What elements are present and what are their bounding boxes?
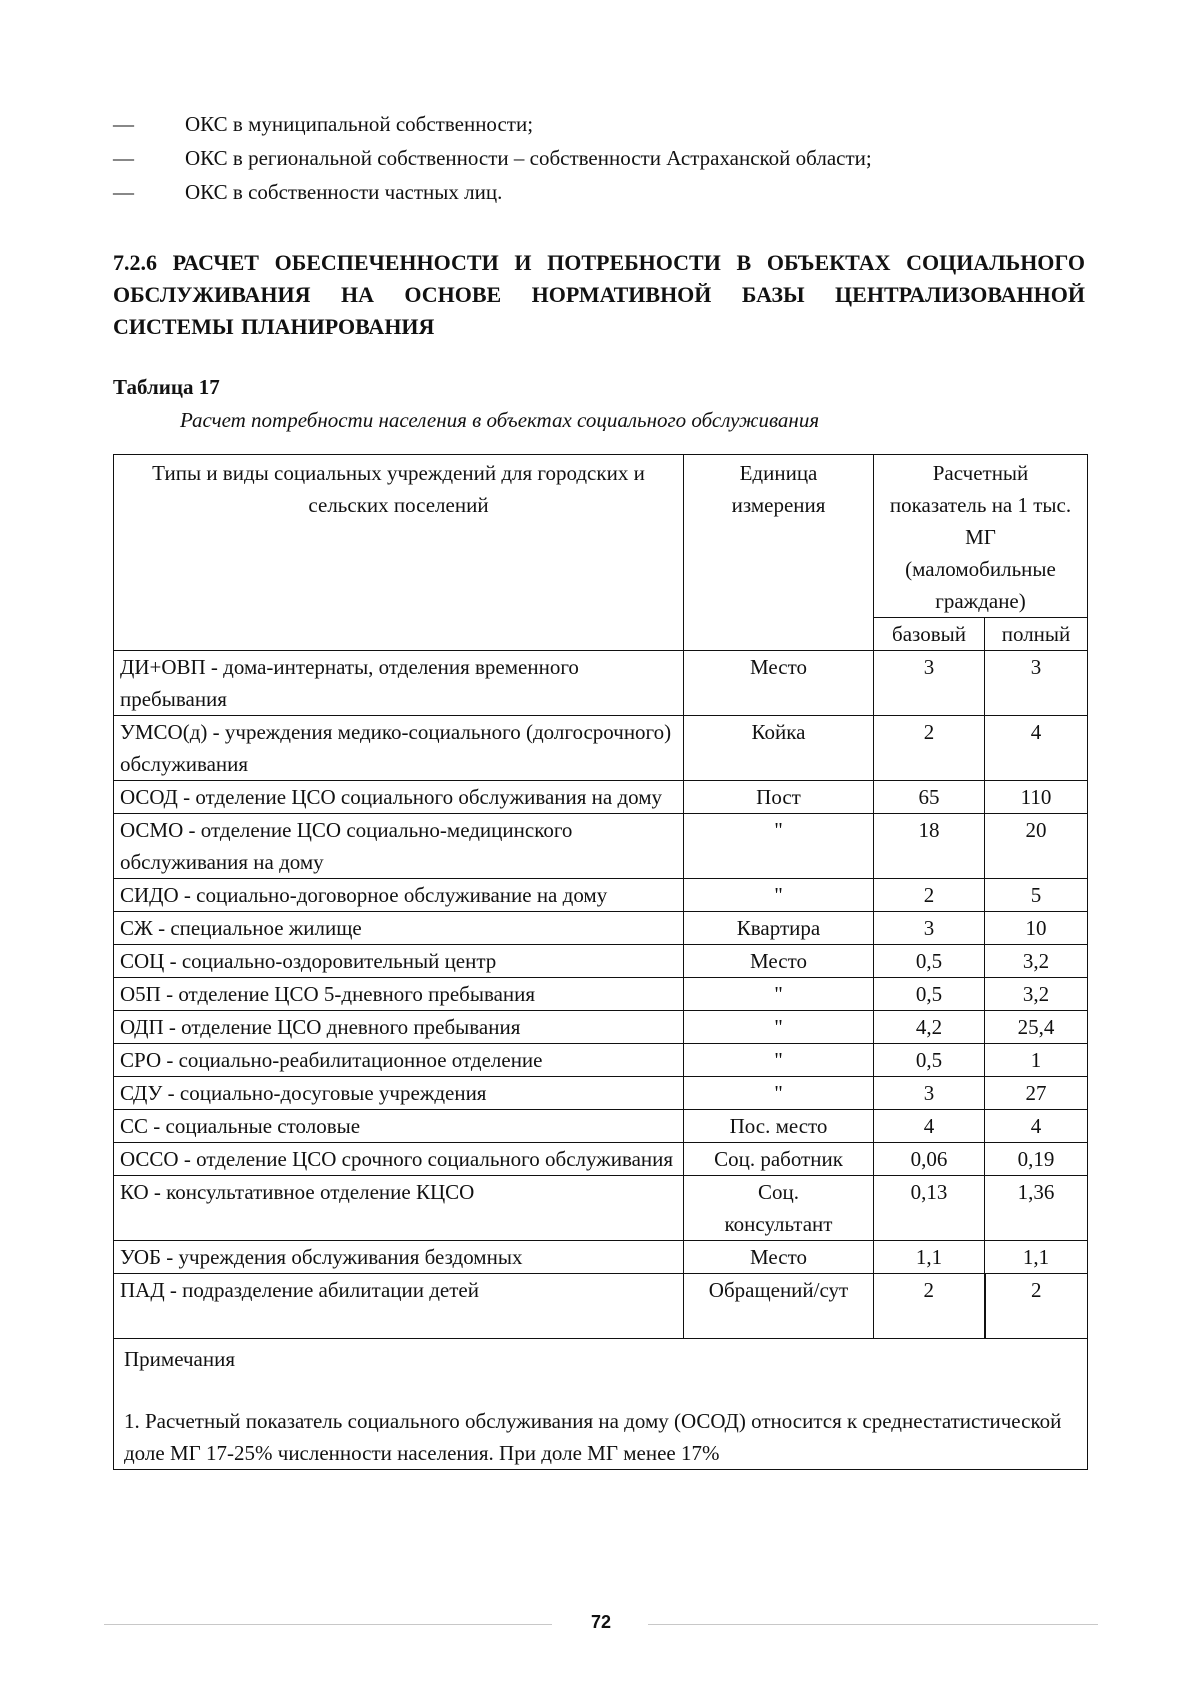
- row-basic-value: 4,2: [874, 1011, 985, 1044]
- row-basic-value: 3: [874, 1077, 985, 1110]
- row-name: О5П - отделение ЦСО 5-дневного пребывания: [114, 978, 684, 1011]
- notes-text: 1. Расчетный показатель социального обслуживания на дому (ОСОД) относится к среднестатистической доле МГ 17-25% численности населения. При доле МГ менее 17%: [124, 1409, 1062, 1465]
- table-row: [114, 716, 1088, 781]
- row-basic-value: 2: [874, 1274, 985, 1339]
- row-basic-value: 0,06: [874, 1143, 985, 1176]
- row-unit: Обращений/сут: [684, 1274, 874, 1339]
- row-unit: Место: [684, 945, 874, 978]
- bullet-text: ОКС в собственности частных лиц.: [185, 180, 503, 204]
- row-unit: ": [684, 1077, 874, 1110]
- row-unit: Соц. консультант: [684, 1176, 874, 1241]
- row-full-value: 27: [985, 1077, 1088, 1110]
- header-basic: базовый: [874, 618, 985, 651]
- row-basic-value: 2: [874, 879, 985, 912]
- row-name: ДИ+ОВП - дома-интернаты, отделения временного пребывания: [114, 651, 684, 716]
- row-unit: ": [684, 879, 874, 912]
- row-full-value: 1,36: [985, 1176, 1088, 1241]
- row-name: СЖ - специальное жилище: [114, 912, 684, 945]
- table-row: [114, 978, 1088, 1011]
- row-unit: ": [684, 814, 874, 879]
- row-basic-value: 0,5: [874, 978, 985, 1011]
- section-heading: 7.2.6 РАСЧЕТ ОБЕСПЕЧЕННОСТИ И ПОТРЕБНОСТИ В ОБЪЕКТАХ СОЦИАЛЬНОГО ОБСЛУЖИВАНИЯ НА ОСНОВЕ НОРМАТИВНОЙ БАЗЫ ЦЕНТРАЛИЗОВАННОЙ СИСТЕМЫ ПЛАНИРОВАНИЯ: [113, 250, 1085, 339]
- row-name: СОЦ - социально-оздоровительный центр: [114, 945, 684, 978]
- row-basic-value: 1,1: [874, 1241, 985, 1274]
- bullet-item: [113, 180, 1113, 214]
- page-number: 72: [590, 1612, 612, 1632]
- row-full-value: 3,2: [985, 945, 1088, 978]
- row-basic-value: 2: [874, 716, 985, 781]
- row-full-value: 3,2: [985, 978, 1088, 1011]
- row-unit: Место: [684, 651, 874, 716]
- table-row: [114, 945, 1088, 978]
- bullet-item: [113, 146, 1113, 180]
- row-basic-value: 18: [874, 814, 985, 879]
- row-unit: Соц. работник: [684, 1143, 874, 1176]
- table-row: [114, 879, 1088, 912]
- row-name: УОБ - учреждения обслуживания бездомных: [114, 1241, 684, 1274]
- row-unit: ": [684, 1011, 874, 1044]
- row-unit: Койка: [684, 716, 874, 781]
- table-row: [114, 1011, 1088, 1044]
- table-caption: Расчет потребности населения в объектах социального обслуживания: [180, 408, 820, 432]
- row-unit: Пос. место: [684, 1110, 874, 1143]
- row-basic-value: 3: [874, 912, 985, 945]
- row-full-value: 10: [985, 912, 1088, 945]
- row-name: СС - социальные столовые: [114, 1110, 684, 1143]
- row-name: ОСМО - отделение ЦСО социально-медицинского обслуживания на дому: [114, 814, 684, 879]
- row-full-value: 0,19: [985, 1143, 1088, 1176]
- row-name: СИДО - социально-договорное обслуживание на дому: [114, 879, 684, 912]
- row-full-value: 1,1: [985, 1241, 1088, 1274]
- table-row: [114, 912, 1088, 945]
- row-name: УМСО(д) - учреждения медико-социального (долгосрочного) обслуживания: [114, 716, 684, 781]
- header-indicator: Расчетный показатель на 1 тыс. МГ (маломобильные граждане): [874, 455, 1088, 618]
- table-header-row: [114, 455, 1088, 618]
- row-name: ПАД - подразделение абилитации детей: [114, 1274, 684, 1339]
- bullet-dash: —: [113, 112, 134, 136]
- notes-title: Примечания: [124, 1347, 236, 1371]
- row-name: КО - консультативное отделение КЦСО: [114, 1176, 684, 1241]
- row-full-value: 5: [985, 879, 1088, 912]
- bullet-item: [113, 112, 1113, 146]
- header-full: полный: [985, 618, 1088, 651]
- row-unit: Место: [684, 1241, 874, 1274]
- table-row: [114, 1241, 1088, 1274]
- row-full-value: 1: [985, 1044, 1088, 1077]
- row-basic-value: 3: [874, 651, 985, 716]
- row-unit: ": [684, 1044, 874, 1077]
- row-full-value: 2: [985, 1274, 1088, 1339]
- row-unit: Пост: [684, 781, 874, 814]
- ownership-bullet-list: [113, 112, 1113, 214]
- row-full-value: 3: [985, 651, 1088, 716]
- bullet-text: ОКС в муниципальной собственности;: [185, 112, 534, 136]
- row-name: ОДП - отделение ЦСО дневного пребывания: [114, 1011, 684, 1044]
- table-row: [114, 1077, 1088, 1110]
- table-notes-row: [114, 1339, 1088, 1470]
- table-notes: [114, 1339, 1088, 1470]
- social-services-table: [113, 454, 1088, 1470]
- table-row: [114, 814, 1088, 879]
- table-row: [114, 651, 1088, 716]
- table-row: [114, 1274, 1088, 1339]
- row-basic-value: 4: [874, 1110, 985, 1143]
- row-name: СДУ - социально-досуговые учреждения: [114, 1077, 684, 1110]
- table-row: [114, 1110, 1088, 1143]
- row-name: ОСОД - отделение ЦСО социального обслуживания на дому: [114, 781, 684, 814]
- row-unit: Квартира: [684, 912, 874, 945]
- row-basic-value: 65: [874, 781, 985, 814]
- row-basic-value: 0,13: [874, 1176, 985, 1241]
- row-full-value: 20: [985, 814, 1088, 879]
- header-types: Типы и виды социальных учреждений для городских и сельских поселений: [114, 455, 684, 651]
- page-footer: [104, 1610, 1098, 1640]
- table-row: [114, 1044, 1088, 1077]
- bullet-text: ОКС в региональной собственности – собственности Астраханской области;: [185, 146, 872, 170]
- header-unit: Единица измерения: [684, 455, 874, 651]
- row-unit: ": [684, 978, 874, 1011]
- table-row: [114, 781, 1088, 814]
- row-name: СРО - социально-реабилитационное отделение: [114, 1044, 684, 1077]
- row-name: ОССО - отделение ЦСО срочного социального обслуживания: [114, 1143, 684, 1176]
- bullet-dash: —: [113, 180, 134, 204]
- row-full-value: 4: [985, 1110, 1088, 1143]
- row-full-value: 25,4: [985, 1011, 1088, 1044]
- table-row: [114, 1143, 1088, 1176]
- row-full-value: 4: [985, 716, 1088, 781]
- row-basic-value: 0,5: [874, 945, 985, 978]
- table-label: Таблица 17: [113, 375, 220, 399]
- row-basic-value: 0,5: [874, 1044, 985, 1077]
- bullet-dash: —: [113, 146, 134, 170]
- table-row: [114, 1176, 1088, 1241]
- row-full-value: 110: [985, 781, 1088, 814]
